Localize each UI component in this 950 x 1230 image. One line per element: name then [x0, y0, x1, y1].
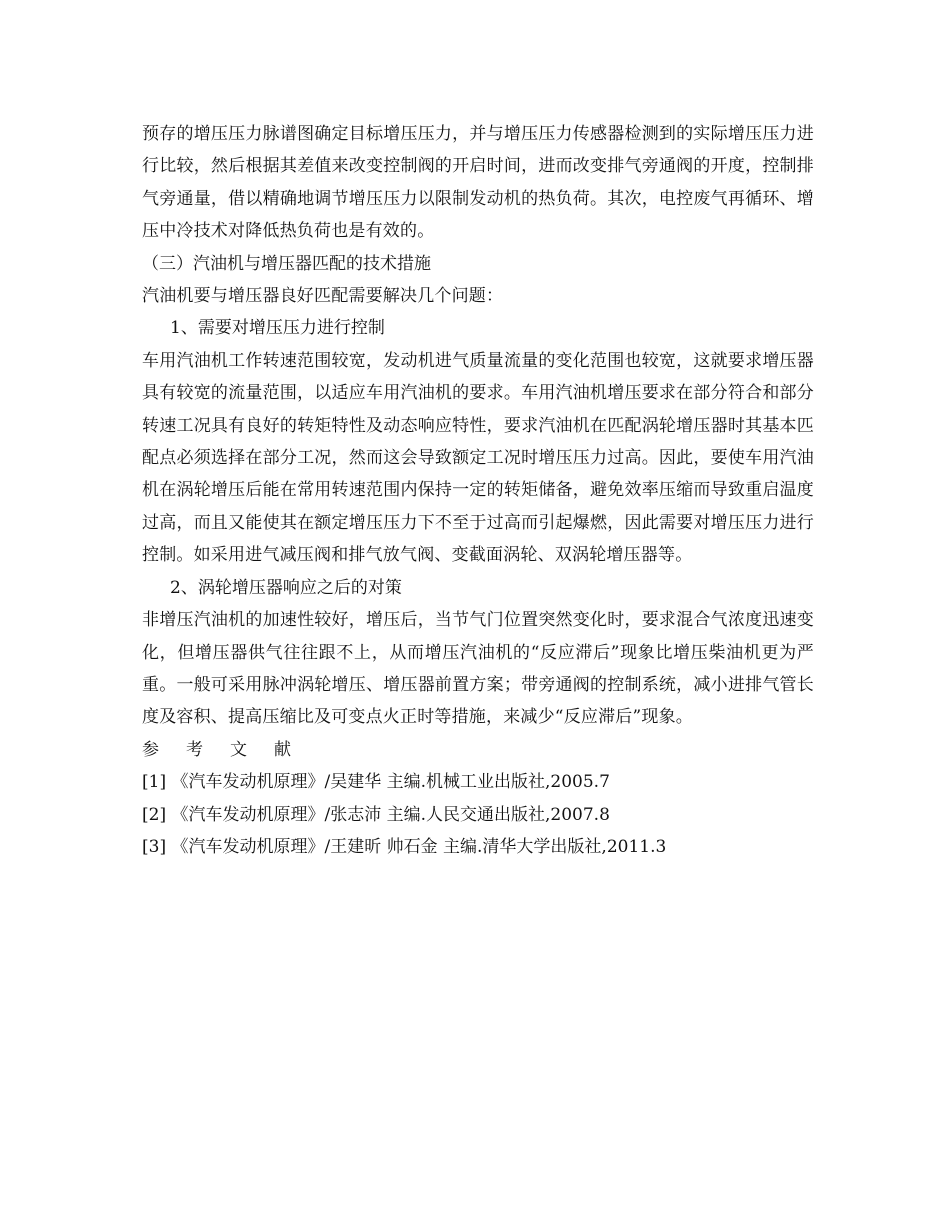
reference-item: [2] 《汽车发动机原理》/张志沛 主编.人民交通出版社,2007.8 [142, 804, 610, 825]
paragraph-boost-control-need: 车用汽油机工作转速范围较宽，发动机进气质量流量的变化范围也较宽，这就要求增压器具有较宽的流量范围，以适应车用汽油机的要求。车用汽油机增压要求在部分符合和部分转速工况具有良好的转矩特性及动态响应特性，要求汽油机在匹配涡轮增压器时其基本匹配点必须选择在部分工况，然而这会导致额定工况时增压压力过高。因此，要使车用汽油机在涡轮增压后能在常用转速范围内保持一定的转矩储备，避免效率压缩而导致重启温度过高，而且又能使其在额定增压压力下不至于过高而引起爆燃，因此需要对增压压力进行控制。如采用进气减压阀和排气放气阀、变截面涡轮、双涡轮增压器等。 [142, 350, 814, 566]
references-title-char: 献 [274, 739, 291, 760]
document-body [142, 118, 814, 863]
references-title-char: 文 [230, 739, 247, 760]
section-heading-3: （三）汽油机与增压器匹配的技术措施 [142, 253, 431, 274]
reference-item: [1] 《汽车发动机原理》/吴建华 主编.机械工业出版社,2005.7 [142, 772, 610, 793]
subheading-1: 1、需要对增压压力进行控制 [170, 318, 385, 339]
references-title-char: 考 [186, 739, 203, 760]
paragraph-matching-issues-intro: 汽油机要与增压器良好匹配需要解决几个问题： [142, 286, 504, 307]
references-title-char: 参 [142, 739, 159, 760]
paragraph-boost-pressure-control: 预存的增压压力脉谱图确定目标增压压力，并与增压压力传感器检测到的实际增压压力进行比较，然后根据其差值来改变控制阀的开启时间，进而改变排气旁通阀的开度，控制排气旁通量，借以精确地调节增压压力以限制发动机的热负荷。其次，电控废气再循环、增压中冷技术对降低热负荷也是有效的。 [142, 124, 814, 242]
subheading-2: 2、涡轮增压器响应之后的对策 [170, 577, 402, 598]
reference-item: [3] 《汽车发动机原理》/王建昕 帅石金 主编.清华大学出版社,2011.3 [142, 836, 667, 857]
paragraph-turbo-lag-measures: 非增压汽油机的加速性较好，增压后，当节气门位置突然变化时，要求混合气浓度迅速变化，但增压器供气往往跟不上，从而增压汽油机的“反应滞后”现象比增压柴油机更为严重。一般可采用脉冲涡轮增压、增压器前置方案；带旁通阀的控制系统，减小进排气管长度及容积、提高压缩比及可变点火正时等措施，来减少“反应滞后”现象。 [142, 610, 814, 728]
references-title [142, 734, 814, 766]
